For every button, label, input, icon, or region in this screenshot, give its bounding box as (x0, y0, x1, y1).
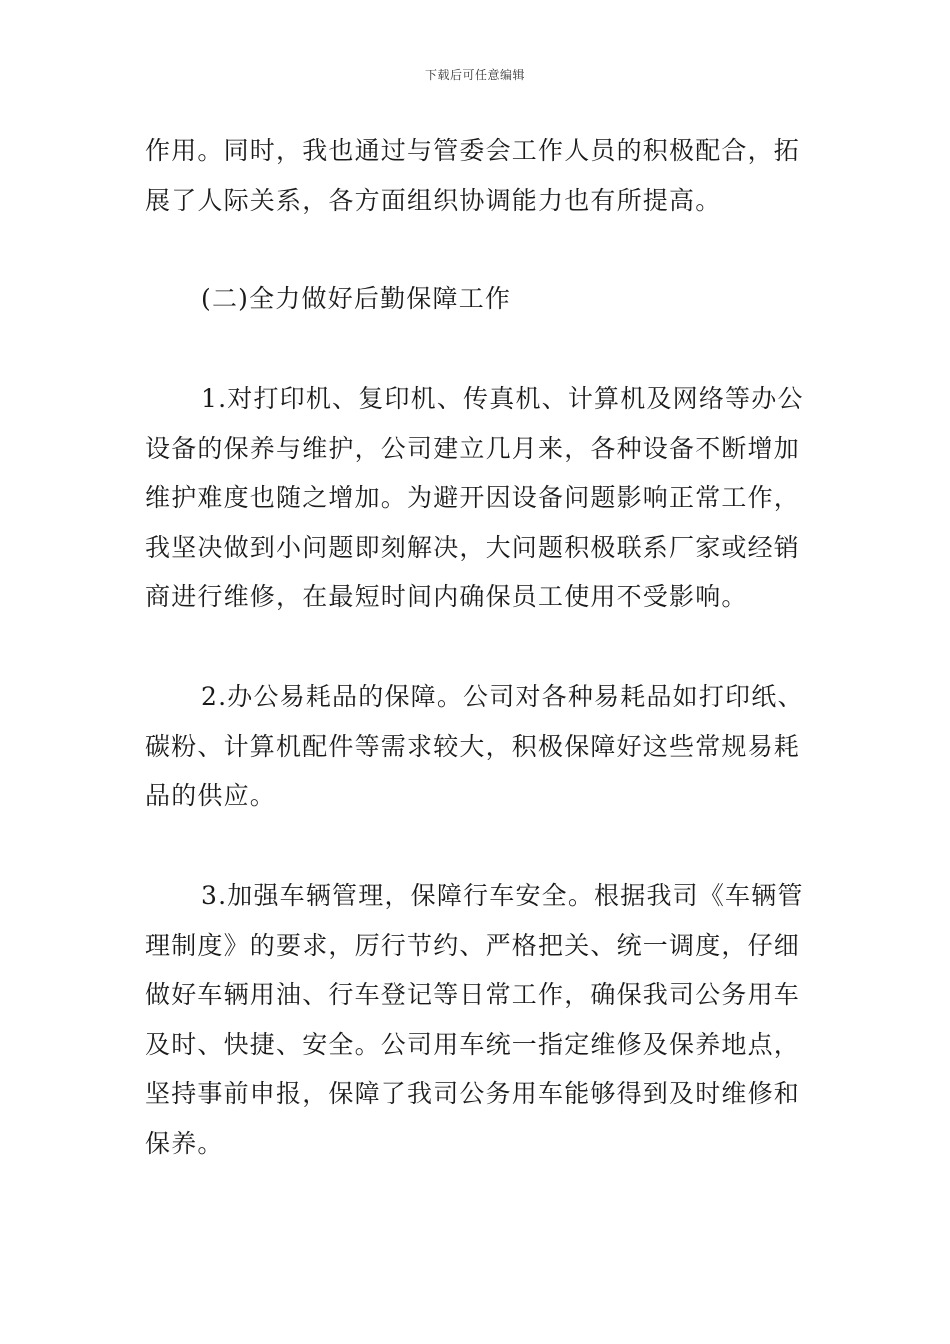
text-line: 1.对打印机、复印机、传真机、计算机及网络等办公 (201, 384, 804, 413)
text-line: 维护难度也随之增加。为避开因设备问题影响正常工作， (145, 483, 801, 512)
paragraph-continuation (145, 126, 810, 225)
section-heading (145, 274, 810, 324)
text-line: 品的供应。 (145, 781, 277, 810)
text-line: 坚持事前申报，保障了我司公务用车能够得到及时维修和 (145, 1079, 801, 1108)
text-line: 保养。 (145, 1128, 224, 1158)
text-line: 2.办公易耗品的保障。公司对各种易耗品如打印纸、 (201, 682, 804, 711)
text-line: 做好车辆用油、行车登记等日常工作，确保我司公务用车 (145, 980, 801, 1009)
text-line: 商进行维修，在最短时间内确保员工使用不受影响。 (145, 582, 748, 611)
text-line: 及时、快捷、安全。公司用车统一指定维修及保养地点， (145, 1029, 801, 1059)
text-line: 展了人际关系，各方面组织协调能力也有所提高。 (145, 185, 722, 215)
paragraph-item-1 (145, 374, 810, 622)
paragraph-item-3 (145, 871, 810, 1168)
section-heading-text: (二)全力做好后勤保障工作 (201, 284, 512, 313)
text-line: 碳粉、计算机配件等需求较大，积极保障好这些常规易耗 (145, 731, 801, 761)
text-line: 理制度》的要求，厉行节约、严格把关、统一调度，仔细 (145, 930, 801, 960)
text-line: 设备的保养与维护，公司建立几月来，各种设备不断增加 (145, 433, 801, 463)
text-line: 作用。同时，我也通过与管委会工作人员的积极配合，拓 (145, 136, 801, 165)
text-line: 我坚决做到小问题即刻解决，大问题积极联系厂家或经销 (145, 532, 801, 562)
text-line: 3.加强车辆管理，保障行车安全。根据我司《车辆管 (201, 881, 804, 910)
paragraph-item-2 (145, 672, 810, 821)
download-note: 下载后可任意编辑 (424, 68, 525, 82)
